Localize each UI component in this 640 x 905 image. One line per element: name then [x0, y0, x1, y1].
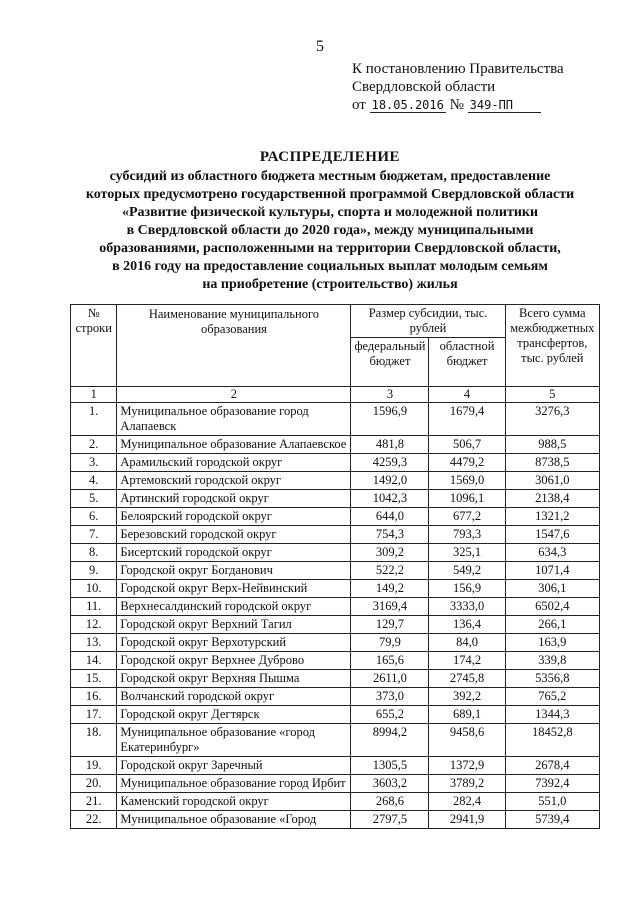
row-name: Каменский городской округ [117, 793, 351, 811]
row-number: 20. [71, 775, 117, 793]
table-row [71, 472, 600, 490]
table-row [71, 688, 600, 706]
row-name: Муниципальное образование город Ирбит [117, 775, 351, 793]
index-cell: 1 [71, 387, 117, 403]
row-total: 3061,0 [505, 472, 599, 490]
row-regional: 2941,9 [429, 811, 505, 829]
row-regional: 506,7 [429, 436, 505, 454]
index-cell: 5 [505, 387, 599, 403]
row-regional: 1096,1 [429, 490, 505, 508]
row-name: Муниципальное образование «Город [117, 811, 351, 829]
row-number: 21. [71, 793, 117, 811]
row-federal: 4259,3 [351, 454, 429, 472]
row-number: 1. [71, 403, 117, 436]
title-line: в Свердловской области до 2020 года», между муниципальными [126, 223, 534, 238]
row-name: Верхнесалдинский городской округ [117, 598, 351, 616]
row-total: 1344,3 [505, 706, 599, 724]
row-total: 7392,4 [505, 775, 599, 793]
row-name: Городской округ Верхотурский [117, 634, 351, 652]
title-line: которых предусмотрено государственной программой Свердловской области [85, 187, 575, 202]
row-number: 6. [71, 508, 117, 526]
row-total: 306,1 [505, 580, 599, 598]
header-name: Наименование муниципального образования [117, 305, 351, 387]
row-regional: 793,3 [429, 526, 505, 544]
title-line: на приобретение (строительство) жилья [202, 277, 458, 292]
table-row [71, 562, 600, 580]
title-line: в 2016 году на предоставление социальных выплат молодым семьям [112, 259, 548, 274]
page-number: 5 [316, 38, 324, 55]
title-line: субсидий из областного бюджета местным бюджетам, предоставление [109, 169, 551, 184]
number-sign: № [449, 97, 464, 113]
row-name: Городской округ Верхняя Пышма [117, 670, 351, 688]
row-name: Белоярский городской округ [117, 508, 351, 526]
title-line: образованиями, расположенными на территории Свердловской области, [99, 241, 561, 256]
row-number: 7. [71, 526, 117, 544]
table-row [71, 811, 600, 829]
row-total: 163,9 [505, 634, 599, 652]
row-federal: 1492,0 [351, 472, 429, 490]
row-number: 2. [71, 436, 117, 454]
addressee-line-2: Свердловской области [352, 79, 496, 95]
row-regional: 392,2 [429, 688, 505, 706]
row-total: 5739,4 [505, 811, 599, 829]
row-total: 6502,4 [505, 598, 599, 616]
row-total: 18452,8 [505, 724, 599, 757]
row-federal: 373,0 [351, 688, 429, 706]
row-regional: 9458,6 [429, 724, 505, 757]
row-regional: 1372,9 [429, 757, 505, 775]
row-federal: 655,2 [351, 706, 429, 724]
table-row [71, 706, 600, 724]
row-total: 3276,3 [505, 403, 599, 436]
row-regional: 156,9 [429, 580, 505, 598]
table-row [71, 526, 600, 544]
row-name: Березовский городской округ [117, 526, 351, 544]
row-name: Городской округ Верхнее Дуброво [117, 652, 351, 670]
row-federal: 129,7 [351, 616, 429, 634]
row-number: 17. [71, 706, 117, 724]
row-regional: 549,2 [429, 562, 505, 580]
row-total: 1547,6 [505, 526, 599, 544]
header-total: Всего сумма межбюджетных трансфертов, тыс. рублей [505, 305, 599, 387]
row-regional: 136,4 [429, 616, 505, 634]
index-cell: 2 [117, 387, 351, 403]
row-total: 2678,4 [505, 757, 599, 775]
row-number: 22. [71, 811, 117, 829]
document-title [60, 148, 600, 294]
row-name: Муниципальное образование город Алапаевск [117, 403, 351, 436]
row-federal: 309,2 [351, 544, 429, 562]
row-total: 988,5 [505, 436, 599, 454]
row-name: Городской округ Богданович [117, 562, 351, 580]
row-name: Городской округ Верхний Тагил [117, 616, 351, 634]
row-name: Артинский городской округ [117, 490, 351, 508]
row-name: Бисертский городской округ [117, 544, 351, 562]
row-name: Городской округ Заречный [117, 757, 351, 775]
row-federal: 79,9 [351, 634, 429, 652]
row-regional: 677,2 [429, 508, 505, 526]
table-row [71, 508, 600, 526]
row-name: Городской округ Верх-Нейвинский [117, 580, 351, 598]
row-federal: 644,0 [351, 508, 429, 526]
row-federal: 165,6 [351, 652, 429, 670]
row-federal: 2611,0 [351, 670, 429, 688]
table-row [71, 757, 600, 775]
row-federal: 754,3 [351, 526, 429, 544]
table-row [71, 544, 600, 562]
row-regional: 3333,0 [429, 598, 505, 616]
row-regional: 1569,0 [429, 472, 505, 490]
table-row [71, 454, 600, 472]
table-row [71, 724, 600, 757]
row-name: Арамильский городской округ [117, 454, 351, 472]
row-regional: 84,0 [429, 634, 505, 652]
row-number: 19. [71, 757, 117, 775]
row-federal: 1596,9 [351, 403, 429, 436]
row-regional: 325,1 [429, 544, 505, 562]
row-number: 13. [71, 634, 117, 652]
table-row [71, 670, 600, 688]
number-value: 349-ПП [468, 98, 541, 113]
header-no: № строки [71, 305, 117, 387]
row-federal: 3169,4 [351, 598, 429, 616]
row-total: 339,8 [505, 652, 599, 670]
row-name: Городской округ Дегтярск [117, 706, 351, 724]
row-number: 15. [71, 670, 117, 688]
row-total: 1071,4 [505, 562, 599, 580]
table-body [71, 387, 600, 829]
row-regional: 2745,8 [429, 670, 505, 688]
row-total: 551,0 [505, 793, 599, 811]
addressee-date-line [352, 96, 564, 114]
row-regional: 689,1 [429, 706, 505, 724]
row-federal: 522,2 [351, 562, 429, 580]
addressee-block [352, 60, 564, 114]
row-name: Муниципальное образование «город Екатеринбург» [117, 724, 351, 757]
header-subsidy: Размер субсидии, тыс. рублей [351, 305, 505, 338]
row-regional: 1679,4 [429, 403, 505, 436]
row-total: 765,2 [505, 688, 599, 706]
table-row [71, 616, 600, 634]
index-row [71, 387, 600, 403]
row-total: 8738,5 [505, 454, 599, 472]
row-total: 2138,4 [505, 490, 599, 508]
row-number: 11. [71, 598, 117, 616]
row-regional: 3789,2 [429, 775, 505, 793]
row-total: 634,3 [505, 544, 599, 562]
row-regional: 282,4 [429, 793, 505, 811]
table-row [71, 490, 600, 508]
row-name: Муниципальное образование Алапаевское [117, 436, 351, 454]
title-main: РАСПРЕДЕЛЕНИЕ [259, 149, 401, 165]
date-prefix: от [352, 97, 366, 113]
row-number: 3. [71, 454, 117, 472]
row-number: 16. [71, 688, 117, 706]
row-number: 18. [71, 724, 117, 757]
header-regional: областной бюджет [429, 338, 505, 387]
row-regional: 4479,2 [429, 454, 505, 472]
row-number: 12. [71, 616, 117, 634]
row-name: Артемовский городской округ [117, 472, 351, 490]
header-federal: федеральный бюджет [351, 338, 429, 387]
row-federal: 1305,5 [351, 757, 429, 775]
index-cell: 3 [351, 387, 429, 403]
row-number: 10. [71, 580, 117, 598]
distribution-table [70, 304, 600, 829]
table-row [71, 580, 600, 598]
row-federal: 3603,2 [351, 775, 429, 793]
index-cell: 4 [429, 387, 505, 403]
row-total: 1321,2 [505, 508, 599, 526]
row-name: Волчанский городской округ [117, 688, 351, 706]
table-row [71, 598, 600, 616]
table-row [71, 436, 600, 454]
table-row [71, 652, 600, 670]
row-total: 5356,8 [505, 670, 599, 688]
row-number: 9. [71, 562, 117, 580]
row-number: 8. [71, 544, 117, 562]
addressee-line-1: К постановлению Правительства [352, 61, 564, 77]
table-row [71, 403, 600, 436]
row-number: 4. [71, 472, 117, 490]
row-regional: 174,2 [429, 652, 505, 670]
row-number: 5. [71, 490, 117, 508]
table-row [71, 793, 600, 811]
row-number: 14. [71, 652, 117, 670]
row-federal: 1042,3 [351, 490, 429, 508]
row-federal: 2797,5 [351, 811, 429, 829]
row-federal: 481,8 [351, 436, 429, 454]
table-row [71, 634, 600, 652]
row-federal: 149,2 [351, 580, 429, 598]
date-value: 18.05.2016 [371, 98, 444, 112]
title-line: «Развитие физической культуры, спорта и молодежной политики [121, 205, 539, 220]
table-row [71, 775, 600, 793]
row-federal: 268,6 [351, 793, 429, 811]
row-federal: 8994,2 [351, 724, 429, 757]
row-total: 266,1 [505, 616, 599, 634]
